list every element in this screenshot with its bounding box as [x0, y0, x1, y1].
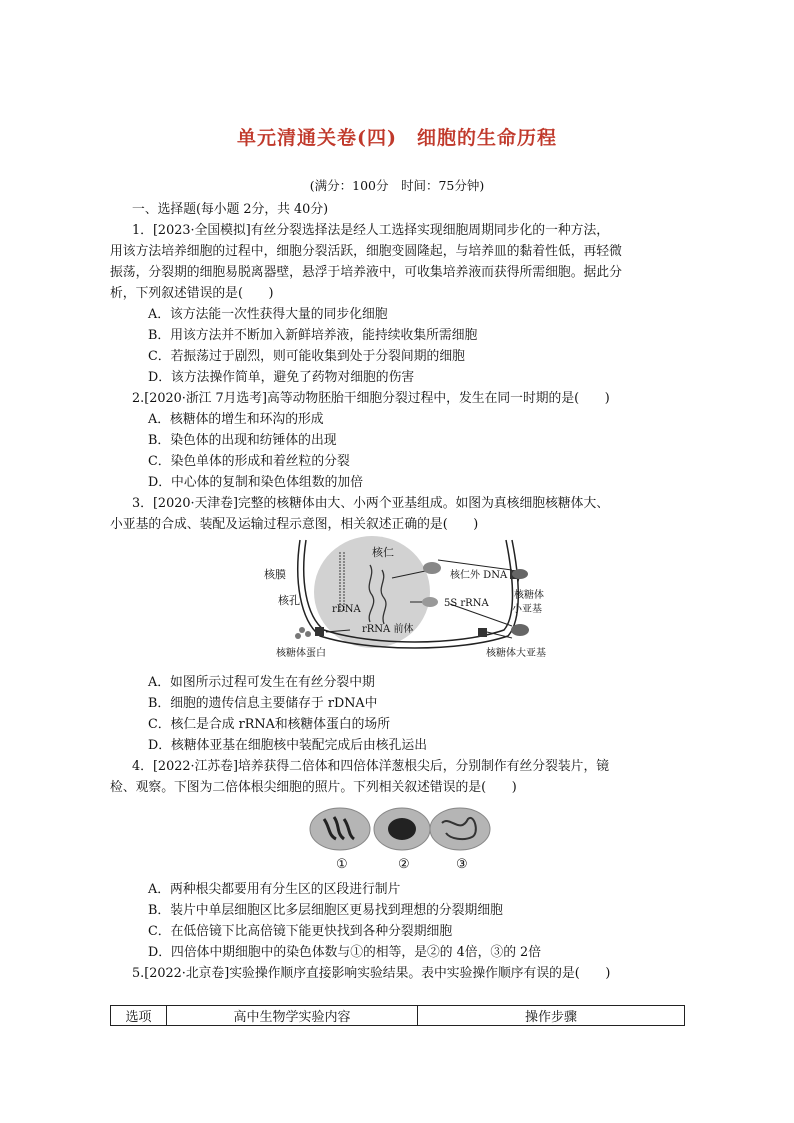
q1-option-d: D．该方法操作简单，避免了药物对细胞的伤害	[148, 370, 415, 385]
label-cell-2: ②	[398, 857, 410, 872]
label-nuclear-pore: 核孔	[278, 594, 300, 607]
q4-option-b: B．装片中单层细胞区比多层细胞区更易找到理想的分裂期细胞	[148, 903, 503, 918]
label-nucleolus: 核仁	[372, 546, 394, 559]
q2-option-c: C．染色单体的形成和着丝粒的分裂	[148, 454, 350, 469]
q1-option-b: B．用该方法并不断加入新鲜培养液，能持续收集所需细胞	[148, 328, 478, 343]
label-cell-3: ③	[456, 857, 468, 872]
q2-option-d: D．中心体的复制和染色体组数的加倍	[148, 475, 364, 490]
large-subunit-blob	[511, 624, 529, 636]
label-rrna-precursor: rRNA 前体	[362, 624, 414, 635]
cell-photo-1	[310, 808, 370, 850]
section-heading: 一、选择题(每小题 2分，共 40分)	[132, 202, 329, 217]
q1-option-a: A．该方法能一次性获得大量的同步化细胞	[148, 307, 388, 322]
q3-line: 小亚基的合成、装配及运输过程示意图，相关叙述正确的是( )	[110, 517, 479, 532]
q4-line: 4．[2022·江苏卷]培养获得二倍体和四倍体洋葱根尖后，分别制作有丝分裂装片，镜	[132, 759, 610, 774]
q1-line: 振荡，分裂期的细胞易脱离器壁，悬浮于培养液中，可收集培养液而获得所需细胞。据此分	[110, 265, 622, 280]
q2-option-b: B．染色体的出现和纺锤体的出现	[148, 433, 337, 448]
root-tip-cell-photos	[300, 805, 500, 875]
q3-option-a: A．如图所示过程可发生在有丝分裂中期	[148, 675, 375, 690]
label-cell-1: ①	[336, 857, 348, 872]
q2-option-a: A．核糖体的增生和环沟的形成	[148, 412, 324, 427]
label-ribosomal-protein: 核糖体蛋白	[276, 648, 326, 659]
nuclear-pore	[315, 627, 324, 636]
exam-meta: (满分：100分 时间：75分钟)	[309, 178, 485, 193]
q3-option-c: C．核仁是合成 rRNA和核糖体蛋白的场所	[148, 717, 391, 732]
ribosome-blob	[422, 597, 438, 607]
small-subunit-blob	[512, 569, 528, 579]
q4-option-c: C．在低倍镜下比高倍镜下能更快找到各种分裂期细胞	[148, 924, 453, 939]
page-title: 单元清通关卷(四) 细胞的生命历程	[237, 127, 557, 149]
label-nuclear-membrane: 核膜	[264, 568, 286, 581]
nuclear-pore	[478, 628, 487, 637]
q1-line: 用该方法培养细胞的过程中，细胞分裂活跃，细胞变圆隆起，与培养皿的黏着性低，再轻微	[110, 244, 622, 259]
q1-line: 析，下列叙述错误的是( )	[110, 286, 274, 301]
ribosome-assembly-diagram	[264, 540, 560, 662]
header-steps: 操作步骤	[418, 1006, 685, 1026]
ribosome-blob	[423, 562, 441, 574]
q4-option-a: A．两种根尖都要用有分生区的区段进行制片	[148, 882, 401, 897]
q1-line: 1．[2023·全国模拟]有丝分裂选择法是经人工选择实现细胞周期同步化的一种方法，	[132, 223, 610, 238]
experiment-table	[110, 1005, 685, 1026]
cell-photo-3	[430, 808, 490, 850]
label-small-subunit-1: 核糖体	[514, 590, 544, 601]
q1-option-c: C．若振荡过于剧烈，则可能收集到处于分裂间期的细胞	[148, 349, 465, 364]
q5-stem: 5.[2022·北京卷]实验操作顺序直接影响实验结果。表中实验操作顺序有误的是( )	[132, 966, 611, 981]
header-option: 选项	[111, 1006, 167, 1026]
label-large-subunit: 核糖体大亚基	[486, 648, 546, 659]
label-5s-rrna: 5S rRNA	[444, 598, 489, 609]
header-experiment: 高中生物学实验内容	[167, 1006, 418, 1026]
label-rdna: rDNA	[332, 604, 361, 615]
q2-stem: 2.[2020·浙江 7月选考]高等动物胚胎干细胞分裂过程中，发生在同一时期的是( )	[132, 391, 610, 406]
q4-option-d: D．四倍体中期细胞中的染色体数与①的相等，是②的 4倍，③的 2倍	[148, 945, 541, 960]
label-small-subunit-2: 小亚基	[512, 604, 542, 615]
table-header-row	[111, 1006, 685, 1026]
q4-line: 检、观察。下图为二倍体根尖细胞的照片。下列相关叙述错误的是( )	[110, 780, 517, 795]
label-extra-nucleolar-dna: 核仁外 DNA	[450, 570, 508, 581]
q3-option-b: B．细胞的遗传信息主要储存于 rDNA中	[148, 696, 378, 711]
q3-option-d: D．核糖体亚基在细胞核中装配完成后由核孔运出	[148, 738, 427, 753]
q3-line: 3．[2020·天津卷]完整的核糖体由大、小两个亚基组成。如图为真核细胞核糖体大、	[132, 496, 610, 511]
